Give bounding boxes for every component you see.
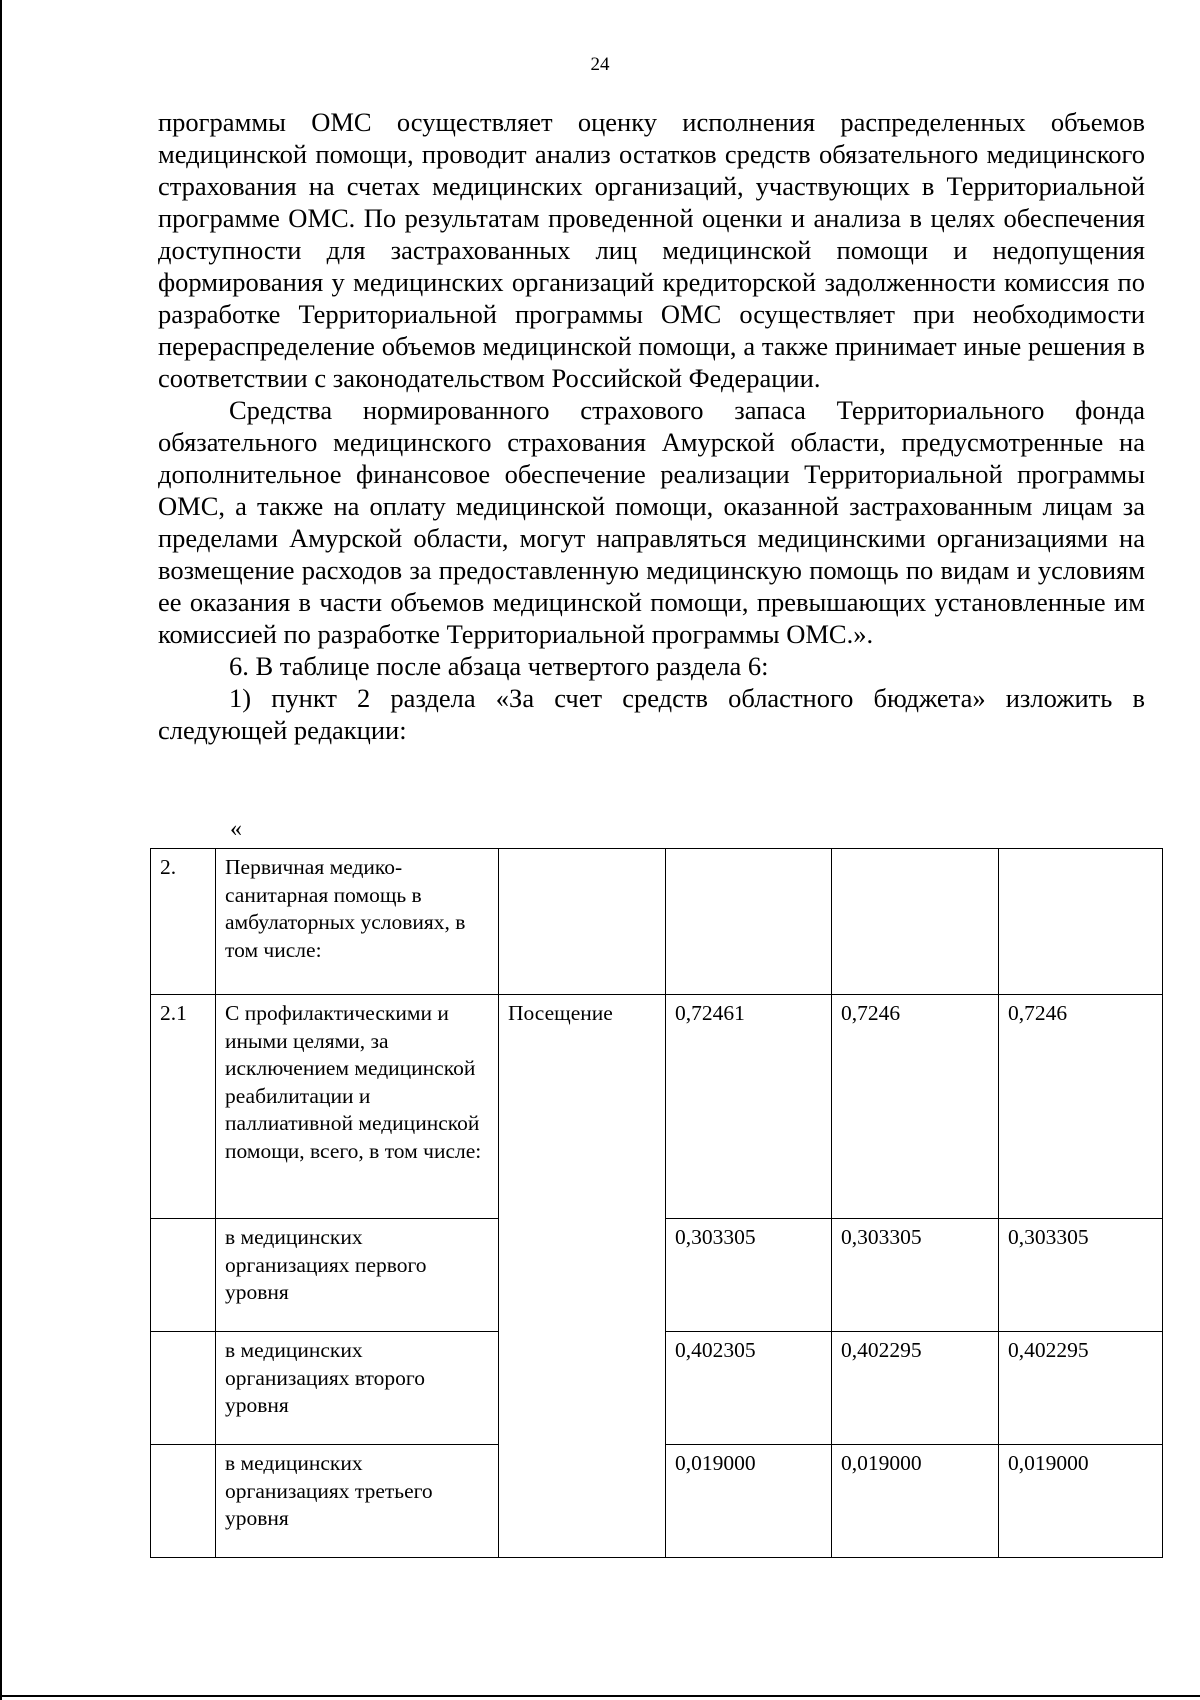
row-number [151,1445,216,1558]
row-unit: Посещение [499,995,666,1558]
value-cell: 0,72461 [666,995,832,1219]
value-cell: 0,303305 [832,1219,999,1332]
table-row [151,995,1163,1219]
row-name: С профилактическими и иными целями, за исключением медицинской реабилитации и паллиативной медицинской помощи, всего, в том числе: [216,995,499,1219]
row-name: в медицинских организациях третьего уровня [216,1445,499,1558]
value-cell: 0,019000 [666,1445,832,1558]
value-cell: 0,402295 [832,1332,999,1445]
value-cell: 0,019000 [999,1445,1163,1558]
row-name: в медицинских организациях второго уровня [216,1332,499,1445]
value-cell: 0,402305 [666,1332,832,1445]
value-cell [666,849,832,995]
paragraph-commission: программы ОМС осуществляет оценку исполнения распределенных объемов медицинской помощи, проводит анализ остатков средств обязательного медицинского страхования на счетах медицинских организаций, участвующих в Территориальной программе ОМС. По результатам проведенной оценки и анализа в целях обеспечения доступности для застрахованных лиц медицинской помощи и недопущения формирования у медицинских организаций кредиторской задолженности комиссия по разработке Территориальной программы ОМС осуществляет при необходимости перераспределение объемов медицинской помощи, а также принимает иные решения в соответствии с законодательством Российской Федерации. [158,107,1145,393]
value-cell [999,849,1163,995]
page-left-edge [0,0,2,1700]
row-unit [499,849,666,995]
value-cell: 0,402295 [999,1332,1163,1445]
row-number [151,1219,216,1332]
page-number: 24 [590,54,610,75]
row-number: 2.1 [151,995,216,1219]
paragraph-item-6: 6. В таблице после абзаца четвертого раздела 6: [229,651,769,681]
page-bottom-edge [0,1695,1200,1697]
opening-quote: « [230,816,242,842]
value-cell: 0,303305 [999,1219,1163,1332]
value-cell: 0,303305 [666,1219,832,1332]
row-number [151,1332,216,1445]
table-row [151,849,1163,995]
value-cell: 0,019000 [832,1445,999,1558]
row-name: в медицинских организациях первого уровня [216,1219,499,1332]
row-number: 2. [151,849,216,995]
paragraph-reserve-funds: Средства нормированного страхового запаса Территориального фонда обязательного медицинского страхования Амурской области, предусмотренные на дополнительное финансовое обеспечение реализации Территориальной программы ОМС, а также на оплату медицинской помощи, оказанной застрахованным лицам за пределами Амурской области, могут направляться медицинскими организациями на возмещение расходов за предоставленную медицинскую помощь по видам и условиям ее оказания в части объемов медицинской помощи, превышающих установленные им комиссией по разработке Территориальной программы ОМС.». [158,395,1145,649]
paragraph-subitem-1: 1) пункт 2 раздела «За счет средств областного бюджета» изложить в следующей редакции: [158,683,1145,745]
document-body [158,106,1145,746]
value-cell: 0,7246 [999,995,1163,1219]
row-name: Первичная медико-санитарная помощь в амбулаторных условиях, в том числе: [216,849,499,995]
value-cell: 0,7246 [832,995,999,1219]
volume-table [150,848,1163,1558]
value-cell [832,849,999,995]
